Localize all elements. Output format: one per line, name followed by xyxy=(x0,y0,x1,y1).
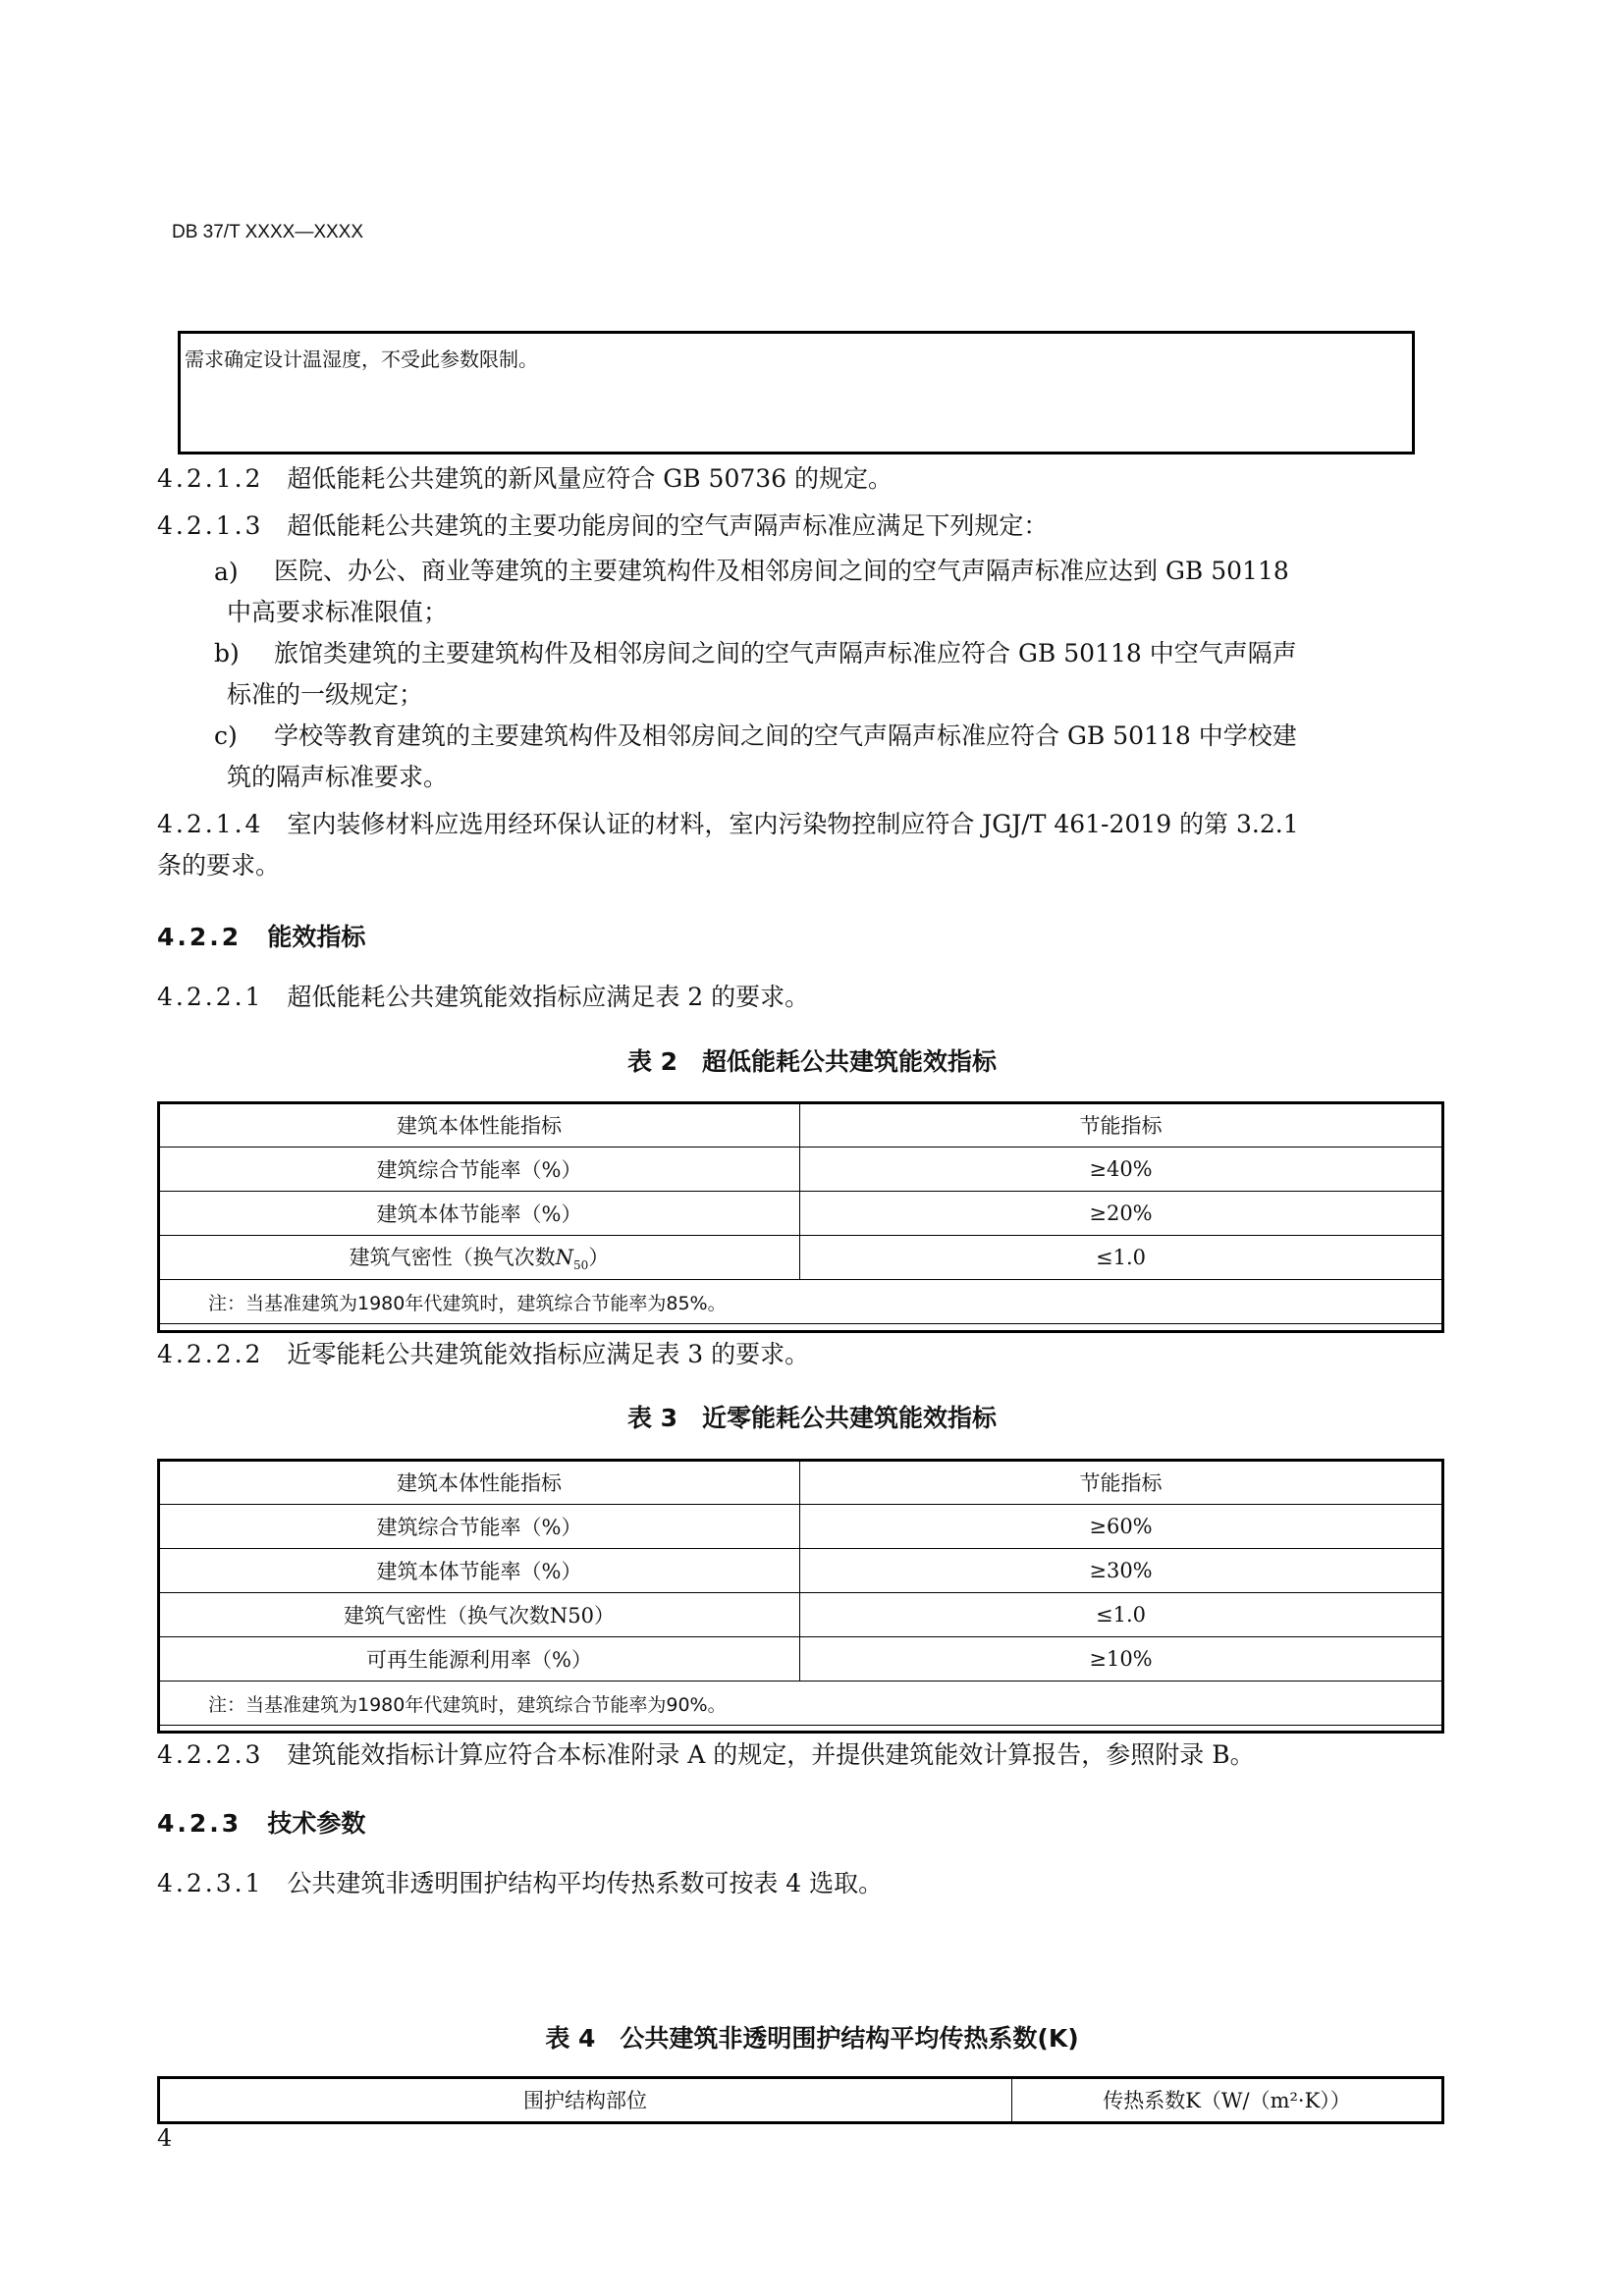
table-cell: 建筑本体节能率（%） xyxy=(159,1192,800,1236)
table-cell: 建筑本体节能率（%） xyxy=(159,1549,800,1593)
table-cell: ≥40% xyxy=(800,1148,1442,1192)
table-header-row xyxy=(159,2078,1442,2122)
table-cell: 建筑综合节能率（%） xyxy=(159,1505,800,1549)
list-item-a-letter: a) xyxy=(214,558,239,586)
page-number: 4 xyxy=(157,2124,173,2152)
cell-subscript: 50 xyxy=(573,1258,589,1273)
clause-4-2-1-4-line2: 条的要求。 xyxy=(157,851,281,880)
list-item-b-line2: 标准的一级规定； xyxy=(227,680,424,709)
table-header-cell: 建筑本体性能指标 xyxy=(159,1461,800,1505)
clause-text: 公共建筑非透明围护结构平均传热系数可按表 4 选取。 xyxy=(287,1869,884,1897)
table-3-caption: 表 3 近零能耗公共建筑能效指标 xyxy=(626,1404,998,1432)
clause-number: 4.2.1.3 xyxy=(157,511,264,540)
clause-text: 超低能耗公共建筑的主要功能房间的空气声隔声标准应满足下列规定： xyxy=(287,511,1049,540)
table-cell: ≤1.0 xyxy=(800,1593,1442,1637)
table-row xyxy=(159,1192,1442,1236)
list-item-a-line2: 中高要求标准限值； xyxy=(227,598,449,626)
clause-number: 4.2.1.4 xyxy=(157,810,264,838)
table-header-cell: 节能指标 xyxy=(800,1103,1442,1148)
section-heading-4-2-2 xyxy=(157,918,365,953)
section-title: 能效指标 xyxy=(267,923,366,951)
table-note: 注：当基准建筑为1980年代建筑时，建筑综合节能率为90%。 xyxy=(159,1682,1442,1726)
document-code-header: DB 37/T XXXX—XXXX xyxy=(172,222,364,242)
table-cell xyxy=(159,1236,800,1280)
section-title: 技术参数 xyxy=(267,1809,366,1838)
clause-text: 超低能耗公共建筑能效指标应满足表 2 的要求。 xyxy=(287,983,810,1011)
continued-table-cell xyxy=(178,331,1415,454)
clause-number: 4.2.1.2 xyxy=(157,464,264,493)
clause-4-2-2-2 xyxy=(157,1333,809,1376)
cell-text: ） xyxy=(588,1246,610,1270)
list-item-a-line1: 医院、办公、商业等建筑的主要建筑构件及相邻房间之间的空气声隔声标准应达到 GB 50118 xyxy=(274,557,1289,585)
table-note-row xyxy=(159,1682,1442,1726)
section-number: 4.2.2 xyxy=(157,923,243,951)
table-cell: 建筑综合节能率（%） xyxy=(159,1148,800,1192)
clause-4-2-2-3 xyxy=(157,1734,1255,1777)
table-cell: ≥10% xyxy=(800,1637,1442,1682)
table-header-cell: 建筑本体性能指标 xyxy=(159,1103,800,1148)
list-item-c-line1: 学校等教育建筑的主要建筑构件及相邻房间之间的空气声隔声标准应符合 GB 50118 中学校建 xyxy=(274,721,1297,750)
table-cell: 建筑气密性（换气次数N50） xyxy=(159,1593,800,1637)
list-item-b-line1: 旅馆类建筑的主要建筑构件及相邻房间之间的空气声隔声标准应符合 GB 50118 中空气声隔声 xyxy=(274,639,1297,667)
table-header-row xyxy=(159,1461,1442,1505)
clause-number: 4.2.3.1 xyxy=(157,1869,264,1897)
table-row xyxy=(159,1505,1442,1549)
clause-4-2-3-1 xyxy=(157,1862,883,1905)
clause-text: 超低能耗公共建筑的新风量应符合 GB 50736 的规定。 xyxy=(287,464,893,493)
clause-4-2-1-3 xyxy=(157,505,1048,548)
table-4 xyxy=(158,2077,1442,2122)
table-cell: ≥60% xyxy=(800,1505,1442,1549)
continued-cell-text: 需求确定设计温湿度，不受此参数限制。 xyxy=(185,347,538,371)
cell-text: 建筑气密性（换气次数 xyxy=(349,1246,556,1270)
table-header-row xyxy=(159,1103,1442,1148)
table-row xyxy=(159,1593,1442,1637)
table-header-cell: 节能指标 xyxy=(800,1461,1442,1505)
section-number: 4.2.3 xyxy=(157,1809,243,1838)
clause-text: 建筑能效指标计算应符合本标准附录 A 的规定，并提供建筑能效计算报告，参照附录 B。 xyxy=(287,1740,1255,1769)
table-row xyxy=(159,1549,1442,1593)
clause-text: 近零能耗公共建筑能效指标应满足表 3 的要求。 xyxy=(287,1340,810,1368)
clause-4-2-2-1 xyxy=(157,976,809,1019)
table-3 xyxy=(158,1460,1442,1726)
table-4-caption: 表 4 公共建筑非透明围护结构平均传热系数(K) xyxy=(545,2024,1079,2053)
table-header-cell: 传热系数K（W/（m²·K）） xyxy=(1012,2078,1442,2122)
clause-number: 4.2.2.2 xyxy=(157,1340,264,1368)
table-row xyxy=(159,1236,1442,1280)
table-2 xyxy=(158,1102,1442,1324)
table-row xyxy=(159,1637,1442,1682)
table-note: 注：当基准建筑为1980年代建筑时，建筑综合节能率为85%。 xyxy=(159,1280,1442,1324)
list-item-c-line2: 筑的隔声标准要求。 xyxy=(227,763,449,791)
clause-4-2-1-4 xyxy=(157,803,1299,846)
table-cell: ≥30% xyxy=(800,1549,1442,1593)
table-cell: ≤1.0 xyxy=(800,1236,1442,1280)
table-row xyxy=(159,1148,1442,1192)
table-note-row xyxy=(159,1280,1442,1324)
clause-4-2-1-2 xyxy=(157,457,893,501)
list-item-c-letter: c) xyxy=(214,721,238,750)
table-2-caption: 表 2 超低能耗公共建筑能效指标 xyxy=(626,1047,998,1076)
clause-text: 室内装修材料应选用经环保认证的材料，室内污染物控制应符合 JGJ/T 461-2019 的第 3.2.1 xyxy=(287,810,1299,838)
section-heading-4-2-3 xyxy=(157,1804,365,1840)
clause-number: 4.2.2.3 xyxy=(157,1740,264,1769)
clause-number: 4.2.2.1 xyxy=(157,983,264,1011)
cell-variable: N xyxy=(555,1246,574,1270)
table-header-cell: 围护结构部位 xyxy=(159,2078,1012,2122)
table-cell: ≥20% xyxy=(800,1192,1442,1236)
list-item-b-letter: b) xyxy=(214,639,240,667)
table-cell: 可再生能源利用率（%） xyxy=(159,1637,800,1682)
